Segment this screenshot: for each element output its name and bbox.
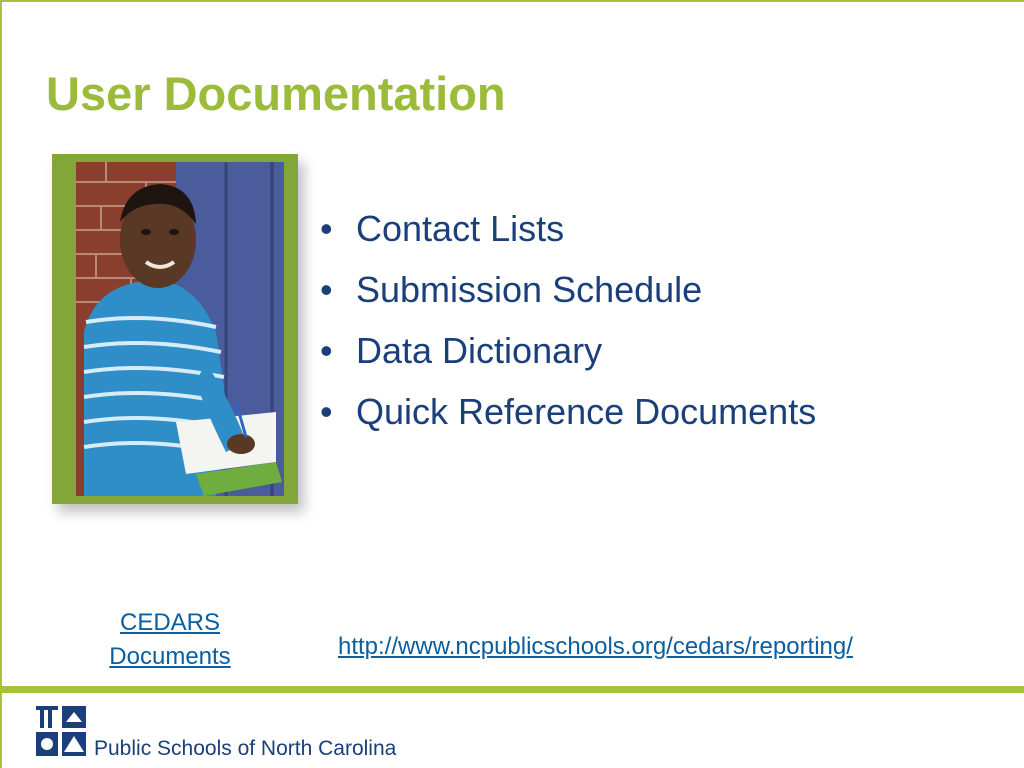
reporting-url-link[interactable]: http://www.ncpublicschools.org/cedars/reporting/: [338, 633, 853, 660]
slide-title: User Documentation: [46, 67, 506, 120]
bullet-text: Submission Schedule: [356, 269, 703, 310]
bullet-text: Data Dictionary: [356, 330, 603, 371]
photo-frame: [52, 154, 298, 504]
bullet-item: [320, 381, 816, 442]
ncdpi-logo-icon: [34, 704, 88, 763]
bullet-list: [320, 198, 816, 442]
footer-organization: Public Schools of North Carolina: [94, 737, 397, 760]
bullet-text: Contact Lists: [356, 208, 565, 249]
bullet-item: [320, 198, 816, 259]
bullet-item: [320, 259, 816, 320]
student-photo: [76, 162, 284, 496]
bullet-text: Quick Reference Documents: [356, 391, 817, 432]
cedars-link-line1: CEDARS: [119, 609, 221, 636]
footer-divider: [0, 686, 1024, 693]
bullet-dot-icon: •: [320, 208, 333, 249]
cedars-link-line2: Documents: [109, 643, 231, 670]
bullet-dot-icon: •: [320, 330, 333, 371]
bullet-dot-icon: •: [320, 391, 333, 432]
bullet-item: [320, 320, 816, 381]
bullet-dot-icon: •: [320, 269, 333, 310]
cedars-documents-link[interactable]: [82, 606, 258, 674]
